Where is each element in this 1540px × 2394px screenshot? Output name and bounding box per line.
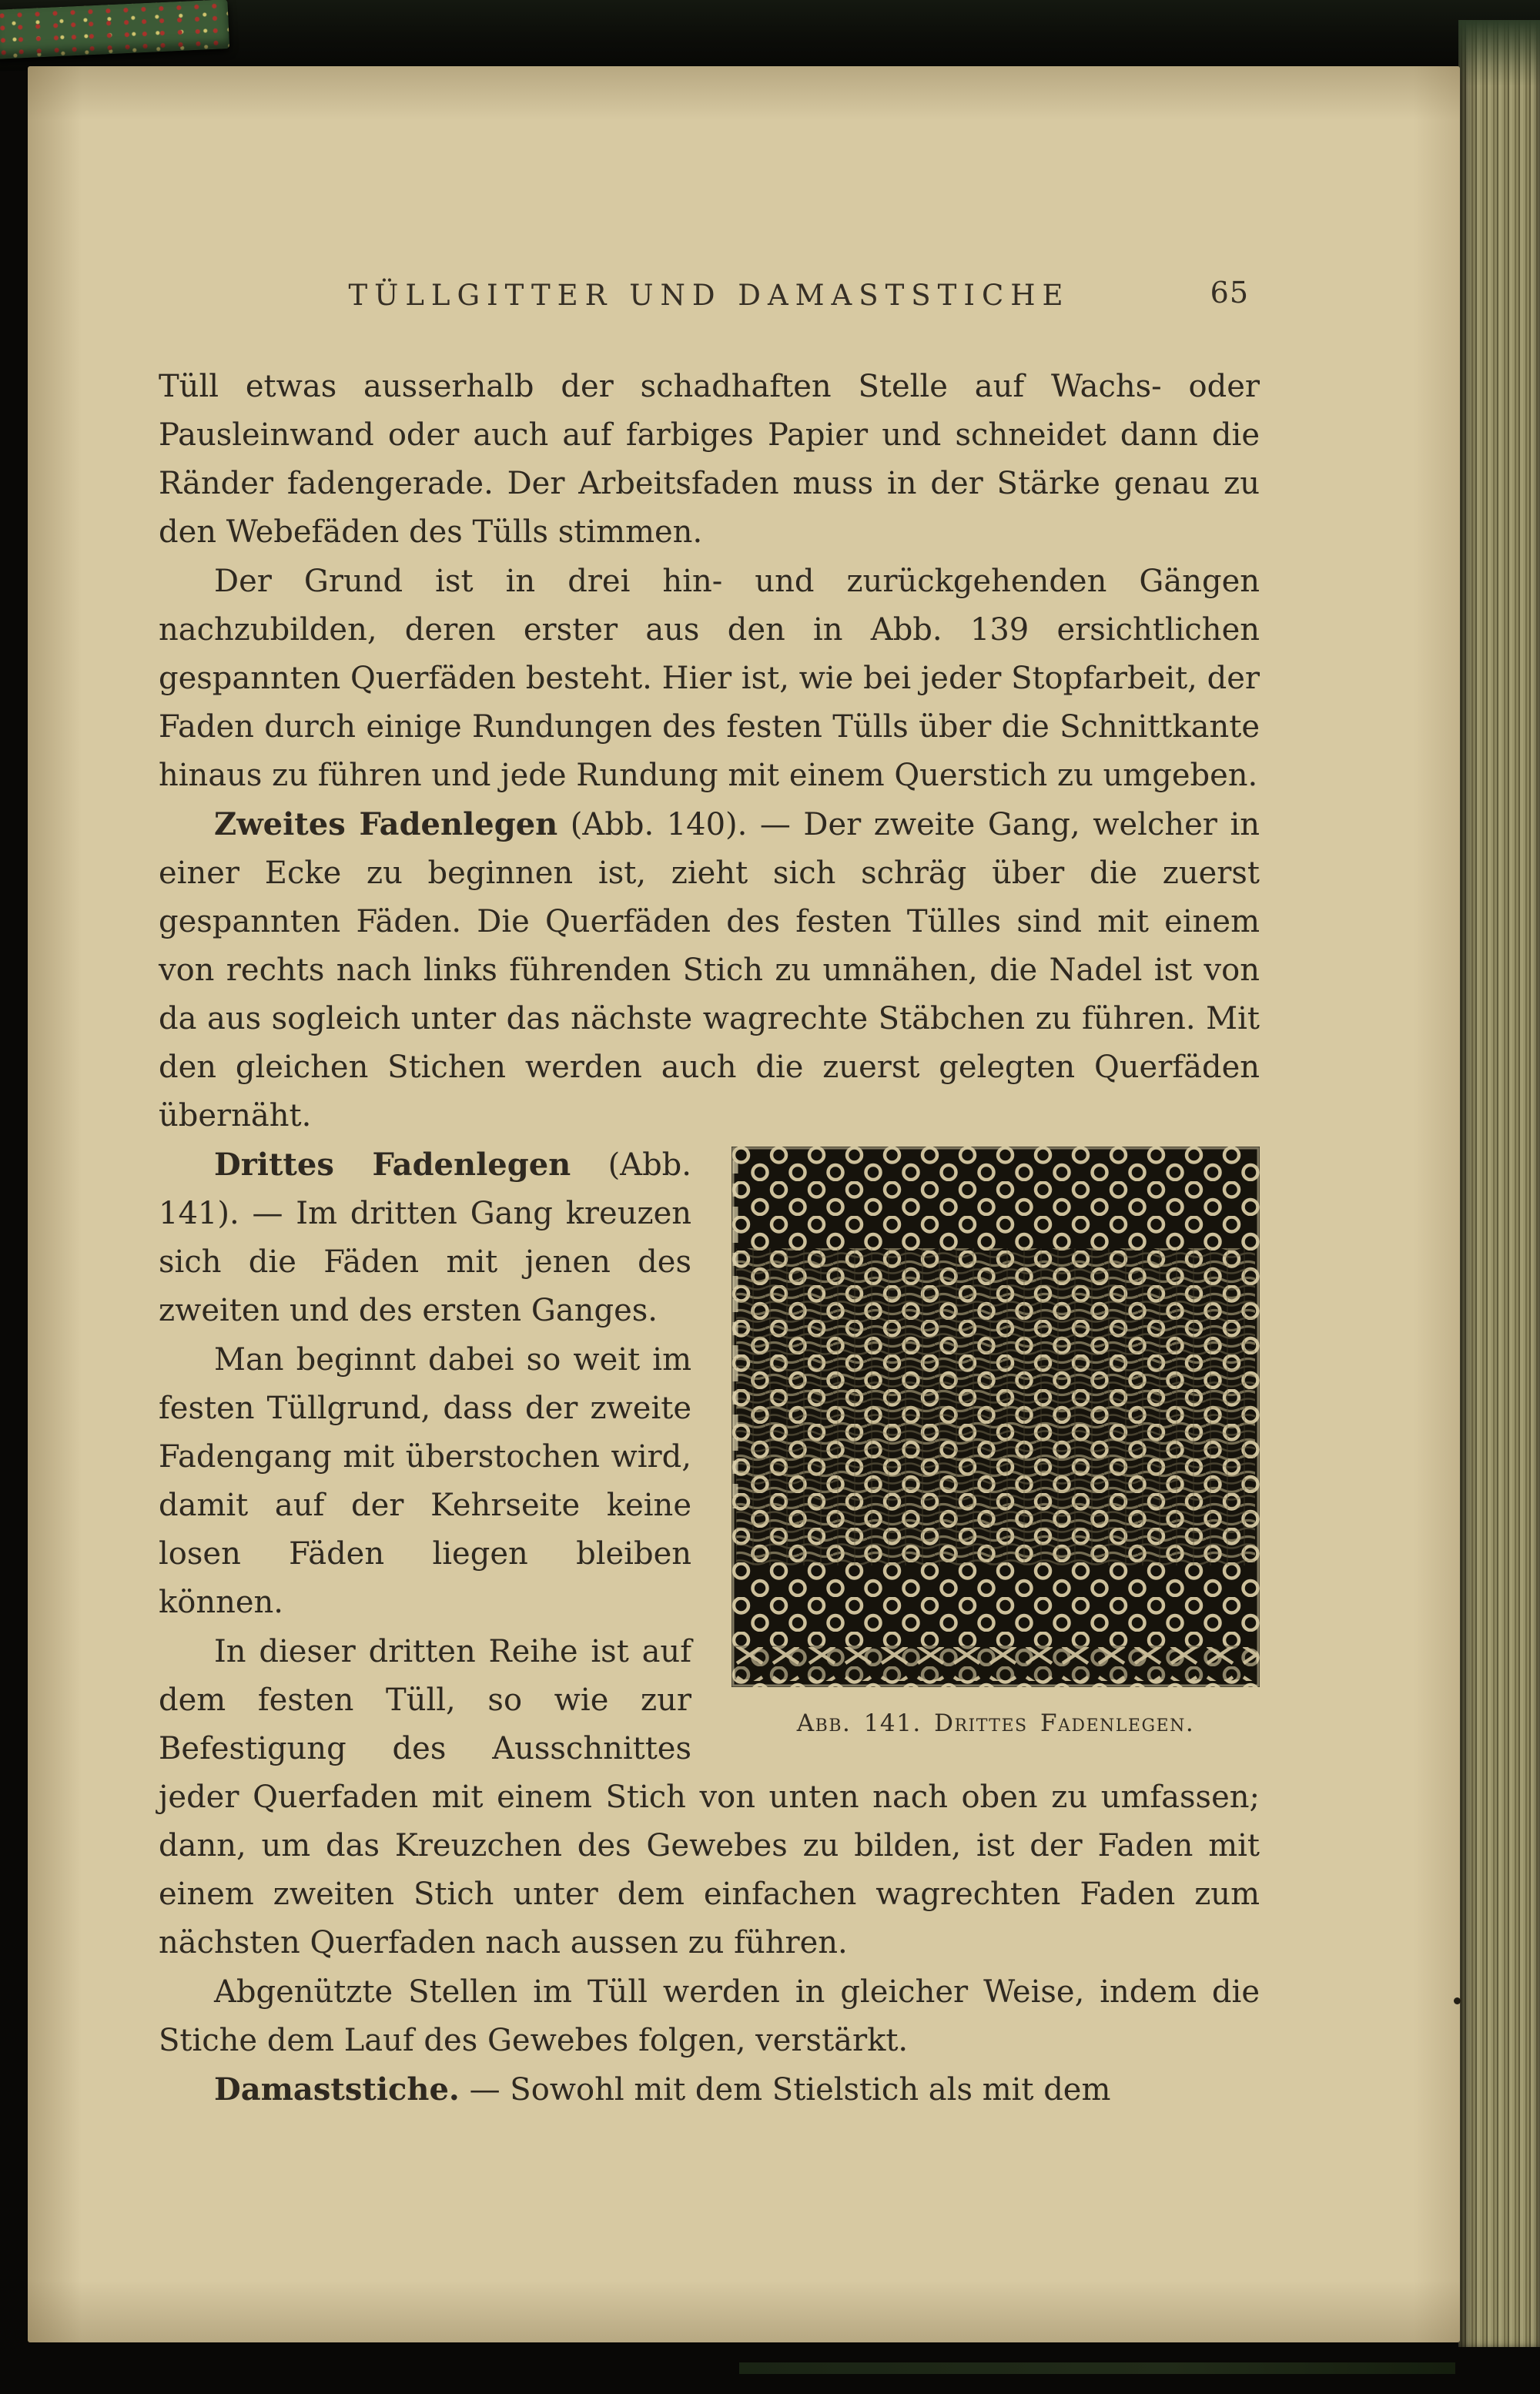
paragraph: [159, 1967, 1260, 2065]
page-number: 65: [1210, 276, 1249, 310]
text-block: [159, 276, 1260, 2114]
paragraph-text: Abgenützte Stellen im Tüll werden in gleicher Weise, indem die Stiche dem Lauf des Gewebes folgen, verstärkt.: [159, 1974, 1260, 2058]
paragraph: [159, 2065, 1260, 2114]
page-paper: [28, 66, 1460, 2342]
running-head: [159, 276, 1260, 325]
paragraph-lead: Damaststiche.: [214, 2071, 460, 2108]
paragraph-lead: Zweites Fadenlegen: [214, 806, 558, 842]
figure-caption: Abb. 141. Drittes Fadenlegen.: [796, 1709, 1195, 1737]
paragraph-text: In dieser dritten Reihe ist auf dem festen Tüll, so wie zur Befestigung des Ausschnittes jeder Querfaden mit einem Stich von unten nach oben zu umfassen; dann, um das Kreuzchen des Gewebes zu bilden, ist der Faden mit einem zweiten Stich unter dem einfachen wagrechten Faden zum nächsten Querfaden nach aussen zu führen.: [159, 1634, 1260, 1960]
paragraph-text: (Abb. 140). — Der zweite Gang, welcher in einer Ecke zu beginnen ist, zieht sich schräg über die zuerst gespannten Fäden. Die Querfäden des festen Tülles sind mit einem von rechts nach links führenden Stich zu umnähen, die Nadel ist von da aus sogleich unter das nächste wagrechte Stäbchen zu führen. Mit den gleichen Stichen werden auch die zuerst gelegten Querfäden übernäht.: [159, 807, 1260, 1133]
paragraph: [159, 557, 1260, 800]
book-bottom-cover-edge: [739, 2362, 1455, 2374]
ink-speck: [1454, 1997, 1461, 2004]
book-top-edge: [0, 0, 1540, 71]
paragraph: [159, 362, 1260, 557]
paragraph-text: Man beginnt dabei so weit im festen Tüllgrund, dass der zweite Fadengang mit überstochen wird, damit auf der Kehrseite keine losen Fäden liegen bleiben können.: [159, 1342, 691, 1620]
running-head-title: TÜLLGITTER UND DAMASTSTICHE: [348, 279, 1070, 312]
figure-abb-141: [732, 1147, 1260, 1748]
paragraph: [159, 800, 1260, 1140]
paragraph-text: (Abb. 141). — Im dritten Gang kreuzen sich die Fäden mit jenen des zweiten und des ersten Ganges.: [159, 1147, 691, 1328]
paragraph-text: Tüll etwas ausserhalb der schadhaften Stelle auf Wachs- oder Pausleinwand oder auch auf farbiges Papier und schneidet dann die Ränder fadengerade. Der Arbeitsfaden muss in der Stärke genau zu den Webefäden des Tülls stimmen.: [159, 369, 1260, 550]
page-body: [159, 362, 1260, 2114]
book-fore-edge-pages: [1458, 20, 1540, 2347]
tulle-net-illustration: [732, 1147, 1260, 1687]
book-cover-top-right: [1458, 20, 1540, 86]
paragraph-text: — Sowohl mit dem Stielstich als mit dem: [459, 2072, 1111, 2108]
paragraph-text: Der Grund ist in drei hin- und zurückgehenden Gängen nachzubilden, deren erster aus den in Abb. 139 ersichtlichen gespannten Querfäden besteht. Hier ist, wie bei jeder Stopfarbeit, der Faden durch einige Rundungen des festen Tülls über die Schnittkante hinaus zu führen und jede Rundung mit einem Querstich zu umgeben.: [159, 564, 1260, 793]
paragraph-lead: Drittes Fadenlegen: [214, 1147, 571, 1183]
